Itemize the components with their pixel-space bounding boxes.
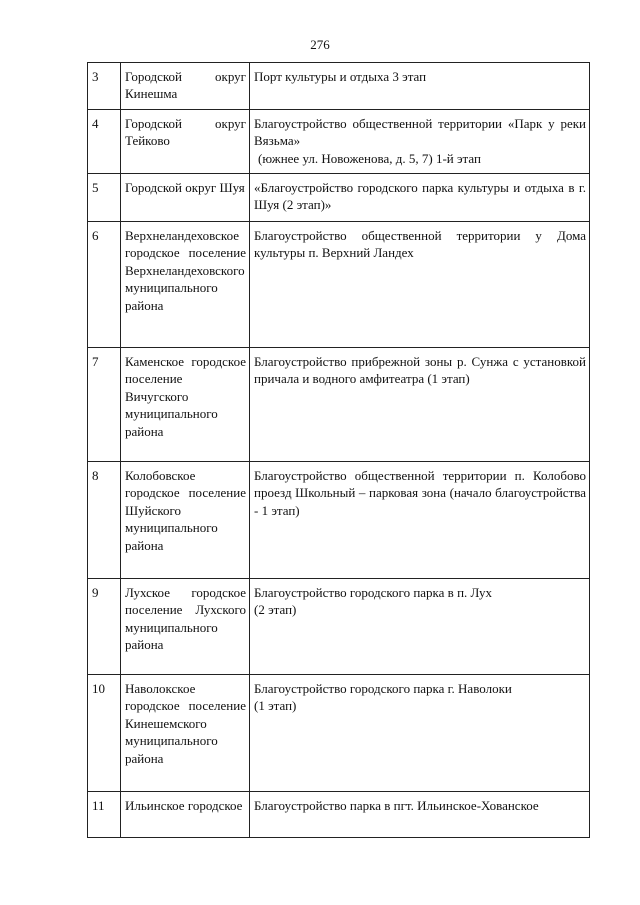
table-row [88, 63, 590, 110]
municipality-cell: Каменское городское поселение Вичугского муниципального района [121, 348, 250, 462]
program-objects-table [87, 62, 590, 838]
table-row [88, 579, 590, 675]
object-text: Благоустройство прибрежной зоны р. Сунжа с установкой причала и водного амфитеатра (1 этап) [254, 354, 586, 387]
table-row [88, 792, 590, 838]
object-cell [250, 792, 590, 838]
object-text: (южнее ул. Новоженова, д. 5, 7) 1-й этап [258, 150, 481, 166]
object-cell [250, 174, 590, 222]
municipality-cell: Наволокское городское поселение Кинешемского муниципального района [121, 675, 250, 792]
object-cell [250, 348, 590, 462]
object-text: Благоустройство общественной территории у Дома культуры п. Верхний Ландех [254, 228, 586, 261]
object-cell [250, 675, 590, 792]
object-text: Благоустройство городского парка в п. Лух [254, 585, 493, 601]
municipality-cell: Верхнеландеховское городское поселение Верхнеландеховского муниципального района [121, 222, 250, 348]
table-row [88, 109, 590, 173]
table-row [88, 462, 590, 579]
row-number: 4 [88, 109, 121, 173]
row-number: 9 [88, 579, 121, 675]
object-text: Порт культуры и отдыха 3 этап [254, 69, 427, 84]
row-number: 8 [88, 462, 121, 579]
table-row [88, 348, 590, 462]
table-row [88, 675, 590, 792]
object-cell [250, 222, 590, 348]
municipality-cell: Городской округ Шуя [121, 174, 250, 222]
row-number: 10 [88, 675, 121, 792]
table-row [88, 174, 590, 222]
municipality-cell: Городской округ Тейково [121, 109, 250, 173]
municipality-cell: Лухское городское поселение Лухского муниципального района [121, 579, 250, 675]
municipality-cell: Колобовское городское поселение Шуйского муниципального района [121, 462, 250, 579]
municipality-cell: Ильинское городское [121, 792, 250, 838]
object-cell [250, 63, 590, 110]
row-number: 6 [88, 222, 121, 348]
object-text: «Благоустройство городского парка культуры и отдыха в г. Шуя (2 этап)» [254, 180, 586, 213]
object-text: Благоустройство общественной территории п. Колобово проезд Школьный – парковая зона (начало благоустройства - 1 этап) [254, 468, 586, 518]
table-row [88, 222, 590, 348]
row-number: 3 [88, 63, 121, 110]
object-text: (2 этап) [254, 602, 297, 618]
table-body [88, 63, 590, 838]
row-number: 5 [88, 174, 121, 222]
object-text: (1 этап) [254, 698, 297, 714]
row-number: 11 [88, 792, 121, 838]
page-number: 276 [310, 37, 330, 52]
municipality-cell: Городской округ Кинешма [121, 63, 250, 110]
object-cell [250, 109, 590, 173]
object-cell [250, 462, 590, 579]
row-number: 7 [88, 348, 121, 462]
object-text: Благоустройство городского парка г. Наволоки [254, 681, 512, 697]
object-text: Благоустройство общественной территории «Парк у реки Вязьма» [254, 115, 586, 149]
object-text: Благоустройство парка в пгт. Ильинское-Хованское [254, 798, 539, 814]
object-cell [250, 579, 590, 675]
